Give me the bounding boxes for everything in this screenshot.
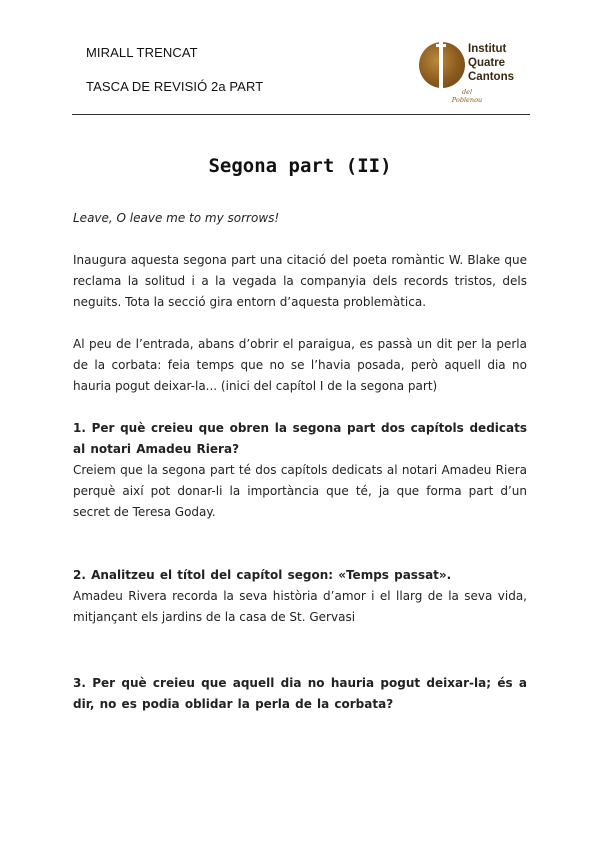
header-task-title: TASCA DE REVISIÓ 2a PART <box>86 79 264 94</box>
institut-logo <box>419 40 529 102</box>
question-1: 1. Per què creieu que obren la segona part dos capítols dedicats al notari Amadeu Riera? <box>73 421 527 456</box>
logo-text-cantons: Cantons <box>468 71 514 83</box>
epigraph-quote: Leave, O leave me to my sorrows! <box>73 211 280 225</box>
logo-text-institut: Institut <box>468 43 507 55</box>
question-3: 3. Per què creieu que aquell dia no hauria pogut deixar-la; és a dir, no es podia oblidar la perla de la corbata? <box>73 676 527 711</box>
header-divider <box>72 114 530 115</box>
spacer <box>73 628 527 673</box>
answer-2: Amadeu Rivera recorda la seva història d’amor i el llarg de la seva vida, mitjançant els jardins de la casa de St. Gervasi <box>73 589 527 624</box>
spacer <box>73 397 527 418</box>
excerpt-paragraph: Al peu de l’entrada, abans d’obrir el paraigua, es passà un dit per la perla de la corbata: feia temps que no se l’havia posada, però aquell dia no hauria pogut deixar-la... (inici del capítol I de la segona part) <box>73 337 527 393</box>
document-body <box>73 208 527 715</box>
header-course-title: MIRALL TRENCAT <box>86 45 198 60</box>
spacer <box>73 523 527 565</box>
page-header <box>0 0 600 120</box>
answer-1: Creiem que la segona part té dos capítols dedicats al notari Amadeu Riera perquè així pot donar-li la importància que té, ja que forma part d’un secret de Teresa Goday. <box>73 463 527 519</box>
logo-subtitle: del Poblenou <box>451 88 483 104</box>
logo-tower-top-icon <box>436 44 446 47</box>
page-title: Segona part (II) <box>208 155 392 177</box>
logo-text-quatre: Quatre <box>468 57 506 69</box>
logo-tower-icon <box>439 40 443 92</box>
question-2: 2. Analitzeu el títol del capítol segon: «Temps passat». <box>73 568 452 582</box>
intro-paragraph: Inaugura aquesta segona part una citació del poeta romàntic W. Blake que reclama la solitud i a la vegada la companyia dels records tristos, dels neguits. Tota la secció gira entorn d’aquesta problemàtica. <box>73 253 527 309</box>
